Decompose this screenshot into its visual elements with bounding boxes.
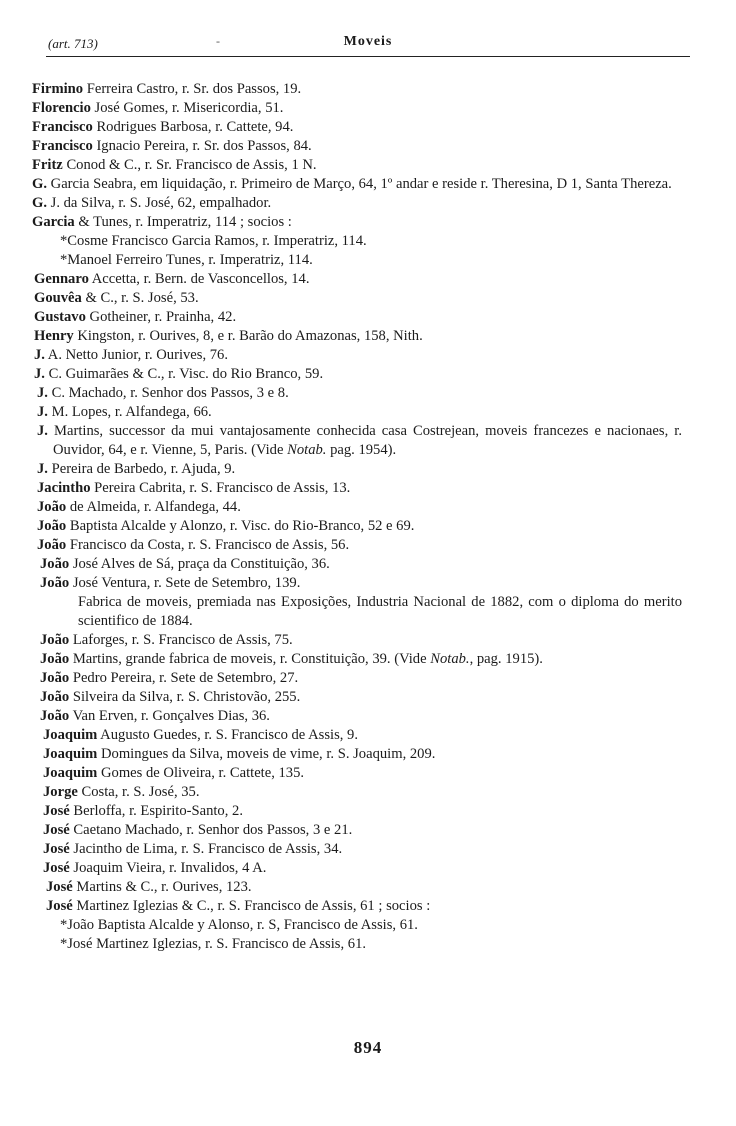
reference-page: pag. 1954). — [326, 442, 397, 458]
directory-entry — [34, 308, 682, 327]
directory-entry — [40, 707, 682, 726]
entry-details: Accetta, r. Bern. de Vasconcellos, 14. — [88, 271, 310, 287]
entry-name: Florencio — [32, 100, 91, 116]
directory-entry — [43, 745, 682, 764]
directory-entry — [32, 194, 682, 213]
entry-details: Pereira Cabrita, r. S. Francisco de Assis, 13. — [90, 480, 351, 496]
entry-details: Francisco da Costa, r. S. Francisco de Assis, 56. — [66, 537, 350, 553]
directory-entry — [37, 422, 682, 460]
directory-entry — [46, 878, 682, 897]
directory-entry — [40, 650, 682, 669]
entry-name: Gennaro — [34, 271, 89, 287]
page-header — [48, 34, 688, 56]
entry-details: José Gomes, r. Misericordia, 51. — [90, 100, 284, 116]
entry-name: Francisco — [32, 138, 93, 154]
entry-name: Gustavo — [34, 309, 86, 325]
reference-abbrev: Notab. — [430, 651, 470, 667]
entry-details: & C., r. S. José, 53. — [81, 290, 199, 306]
reference-abbrev: Notab. — [287, 442, 327, 458]
directory-entry — [37, 384, 682, 403]
directory-entry — [37, 536, 682, 555]
directory-entry — [32, 175, 682, 194]
entry-details: Caetano Machado, r. Senhor dos Passos, 3 e 21. — [69, 822, 353, 838]
entry-name: J. — [37, 461, 48, 477]
entry-details: José Ventura, r. Sete de Setembro, 139. — [69, 575, 301, 591]
directory-entry — [40, 555, 682, 574]
entry-details: José Alves de Sá, praça da Constituição, 36. — [69, 556, 330, 572]
entry-details: J. da Silva, r. S. José, 62, empalhador. — [47, 195, 272, 211]
entry-name: Francisco — [32, 119, 93, 135]
entry-name: J. — [37, 423, 48, 439]
entry-name: J. — [37, 385, 48, 401]
directory-entry — [32, 99, 682, 118]
directory-entry — [34, 365, 682, 384]
entry-name: Joaquim — [43, 765, 98, 781]
directory-entry — [32, 118, 682, 137]
directory-entry — [37, 460, 682, 479]
entry-details: Silveira da Silva, r. S. Christovão, 255. — [69, 689, 301, 705]
entry-name: Jacintho — [37, 480, 91, 496]
header-rule — [46, 56, 690, 57]
directory-entry — [37, 403, 682, 422]
entry-name: Joaquim — [43, 746, 98, 762]
entry-details: Gotheiner, r. Prainha, 42. — [85, 309, 237, 325]
entry-name: João — [40, 651, 70, 667]
entry-details: Ferreira Castro, r. Sr. dos Passos, 19. — [83, 81, 302, 97]
entry-name: Fritz — [32, 157, 63, 173]
entry-details: Costa, r. S. José, 35. — [77, 784, 200, 800]
entry-name: João — [37, 518, 67, 534]
partner-entry — [60, 232, 682, 251]
entry-details: Martins, successor da mui vantajosamente conhecida casa Costrejean, moveis francezes e nacionaes, r. Ouvidor, 64, e r. Vienne, 5, Paris. (Vide — [47, 423, 682, 458]
directory-entry — [43, 764, 682, 783]
directory-entry — [43, 783, 682, 802]
entry-name: João — [40, 689, 70, 705]
entry-name: Joaquim — [43, 727, 98, 743]
directory-entry — [40, 688, 682, 707]
directory-entry — [37, 517, 682, 536]
entry-details: Augusto Guedes, r. S. Francisco de Assis, 9. — [97, 727, 358, 743]
entry-details: Joaquim Vieira, r. Invalidos, 4 A. — [69, 860, 267, 876]
article-reference: (art. 713) — [48, 36, 98, 51]
entry-details: Pedro Pereira, r. Sete de Setembro, 27. — [69, 670, 299, 686]
partner-text: *João Baptista Alcalde y Alonso, r. S, Francisco de Assis, 61. — [60, 917, 418, 933]
entry-name: Firmino — [32, 81, 84, 97]
directory-entry — [32, 213, 682, 232]
entry-details: Domingues da Silva, moveis de vime, r. S. Joaquim, 209. — [97, 746, 436, 762]
entry-details: M. Lopes, r. Alfandega, 66. — [47, 404, 212, 420]
entry-details: Kingston, r. Ourives, 8, e r. Barão do Amazonas, 158, Nith. — [73, 328, 423, 344]
directory-entry — [43, 840, 682, 859]
directory-entry — [40, 574, 682, 593]
directory-entry — [32, 156, 682, 175]
partner-text: *José Martinez Iglezias, r. S. Francisco de Assis, 61. — [60, 936, 367, 952]
entry-name: Henry — [34, 328, 74, 344]
entry-name: José — [46, 898, 73, 914]
directory-entry — [37, 498, 682, 517]
directory-entry — [34, 289, 682, 308]
directory-entry — [32, 80, 682, 99]
entry-name: Gouvêa — [34, 290, 82, 306]
entry-list — [32, 80, 682, 954]
entry-description — [78, 593, 682, 631]
directory-entry — [43, 726, 682, 745]
entry-name: Jorge — [43, 784, 78, 800]
entry-name: José — [43, 803, 70, 819]
partner-entry — [60, 935, 682, 954]
entry-name: J. — [34, 347, 45, 363]
directory-entry — [34, 270, 682, 289]
partner-entry — [60, 916, 682, 935]
entry-name: José — [43, 841, 70, 857]
entry-name: J. — [34, 366, 45, 382]
entry-details: C. Guimarães & C., r. Visc. do Rio Branco, 59. — [44, 366, 324, 382]
entry-details: Laforges, r. S. Francisco de Assis, 75. — [69, 632, 293, 648]
entry-name: João — [40, 575, 70, 591]
entry-name: João — [40, 670, 70, 686]
entry-name: João — [40, 708, 70, 724]
entry-details: Rodrigues Barbosa, r. Cattete, 94. — [92, 119, 294, 135]
reference-page: , pag. 1915). — [469, 651, 543, 667]
entry-details: Gomes de Oliveira, r. Cattete, 135. — [97, 765, 305, 781]
entry-details: Ignacio Pereira, r. Sr. dos Passos, 84. — [92, 138, 312, 154]
entry-details: Martins & C., r. Ourives, 123. — [72, 879, 252, 895]
entry-details: Garcia Seabra, em liquidação, r. Primeiro de Março, 64, 1º andar e reside r. Theresina, D 1, Santa Thereza. — [47, 176, 672, 192]
entry-name: Garcia — [32, 214, 75, 230]
entry-name: J. — [37, 404, 48, 420]
entry-details: Baptista Alcalde y Alonzo, r. Visc. do Rio-Branco, 52 e 69. — [66, 518, 415, 534]
entry-details: Berloffa, r. Espirito-Santo, 2. — [69, 803, 243, 819]
entry-details: Van Erven, r. Gonçalves Dias, 36. — [69, 708, 270, 724]
partner-text: *Cosme Francisco Garcia Ramos, r. Imperatriz, 114. — [60, 233, 367, 249]
page-number: 894 — [353, 1038, 383, 1057]
entry-name: João — [37, 499, 67, 515]
directory-entry — [46, 897, 682, 916]
directory-entry — [43, 859, 682, 878]
entry-details: & Tunes, r. Imperatriz, 114 ; socios : — [74, 214, 292, 230]
entry-name: João — [40, 632, 70, 648]
entry-details: Martins, grande fabrica de moveis, r. Constituição, 39. (Vide — [69, 651, 431, 667]
directory-entry — [43, 821, 682, 840]
entry-details: Jacintho de Lima, r. S. Francisco de Assis, 34. — [69, 841, 343, 857]
directory-entry — [40, 631, 682, 650]
directory-entry — [34, 327, 682, 346]
partner-text: *Manoel Ferreiro Tunes, r. Imperatriz, 114. — [60, 252, 313, 268]
entry-details: Martinez Iglezias & C., r. S. Francisco de Assis, 61 ; socios : — [72, 898, 431, 914]
entry-name: João — [37, 537, 67, 553]
entry-name: José — [43, 860, 70, 876]
section-title: Moveis — [343, 34, 393, 49]
entry-name: G. — [32, 195, 47, 211]
entry-name: João — [40, 556, 70, 572]
entry-details: Pereira de Barbedo, r. Ajuda, 9. — [47, 461, 236, 477]
entry-name: José — [46, 879, 73, 895]
header-dash: - — [216, 34, 220, 48]
entry-name: José — [43, 822, 70, 838]
directory-entry — [37, 479, 682, 498]
directory-entry — [40, 669, 682, 688]
directory-entry — [34, 346, 682, 365]
directory-entry — [32, 137, 682, 156]
entry-details: C. Machado, r. Senhor dos Passos, 3 e 8. — [47, 385, 289, 401]
description-text: Fabrica de moveis, premiada nas Exposições, Industria Nacional de 1882, com o diploma do merito scientifico de 1884. — [78, 594, 682, 629]
entry-name: G. — [32, 176, 47, 192]
entry-details: Conod & C., r. Sr. Francisco de Assis, 1 N. — [62, 157, 317, 173]
partner-entry — [60, 251, 682, 270]
entry-details: A. Netto Junior, r. Ourives, 76. — [44, 347, 228, 363]
directory-entry — [43, 802, 682, 821]
entry-details: de Almeida, r. Alfandega, 44. — [66, 499, 241, 515]
